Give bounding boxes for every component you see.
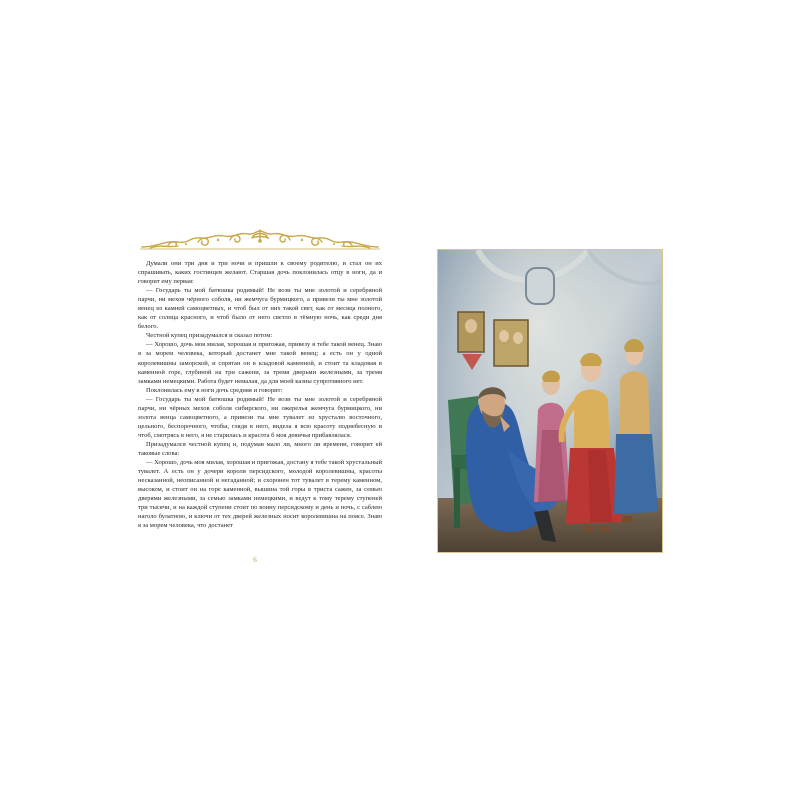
paragraph: — Государь ты мой батюшка родимый! Не вози ты мне золотой и серебряной парчи, ни мехов чёрного соболя, ни жемчуга бурмицкого, а привези ты мне золотой венец из камней самоцветных, и чтоб был от них такой свет, как от месяца полного, как от солнца красного, и чтоб было от него светло в тёмную ночь, как среди дня белого. [138,287,382,331]
paragraph: — Государь ты мой батюшка родимый! Не вози ты мне золотой и серебряной парчи, ни чёрных мехов соболя сибирского, ни ожерелья жемчуга бурмицкого, ни золота венца самоцветного, а привези ты мне тувалет из хрусталю восточного, цельного, беспорочного, чтобы, глядя в него, видела я всю красоту поднебесную и чтоб, смотрясь в него, я не старилась и красота б моя девичья прибавлялася. [138,395,382,439]
story-illustration [438,250,662,552]
page-number: 6 [253,556,257,564]
story-text [138,259,382,530]
paragraph: Думали они три дня и три ночи и пришли к своему родителю, и стал он их спрашивать, каких гостинцев желают. Старшая дочь поклонилась отцу в ноги, да и говорит ему первая: [138,260,382,286]
painting-image [438,250,662,552]
paragraph: — Хорошо, дочь моя милая, хорошая и пригожая, достану я тебе такой хрустальный тувалет. А есть он у дочери короля персидского, молодой королевишны, красоты несказанной, неописанной и негаданной; и схоронен тот тувалет в терему каменном, высоком, и стоит он на горе каменной, вышина той горы в триста сажен, за семью дверями железными, за семью замками немецкими, и ведут к тому терему ступеней три тысячи, и на каждой ступени стоит по воину персидскому и день и ночь, с саблею наголо булатною, и ключи от тех дверей железных носит королевишна на поясе. Знаю я за морем человека, что достанет [138,459,382,530]
paragraph: — Хорошо, дочь моя милая, хорошая и пригожая, привезу я тебе такой венец. Знаю я за морем человека, который достанет мне такой венец; а есть он у одной королевишны заморской, и спрятан он в кладовой каменной, и стоит та кладовая в каменной горе, глубиной на три сажени, за тремя дверьми железными, за тремя замками немецкими. Работа будет немалая, да для моей казны супротивного нет. [138,341,382,385]
paragraph: Честной купец призадумался и сказал потом: [146,332,273,340]
paragraph: Призадумался честной купец и, подумав мало ли, много ли времени, говорит ей таковые слова: [138,440,382,457]
decorative-ornament-header [138,228,382,252]
paragraph: Поклонилась ему в ноги дочь средняя и говорит: [146,386,283,394]
gold-flourish-icon [138,228,382,252]
